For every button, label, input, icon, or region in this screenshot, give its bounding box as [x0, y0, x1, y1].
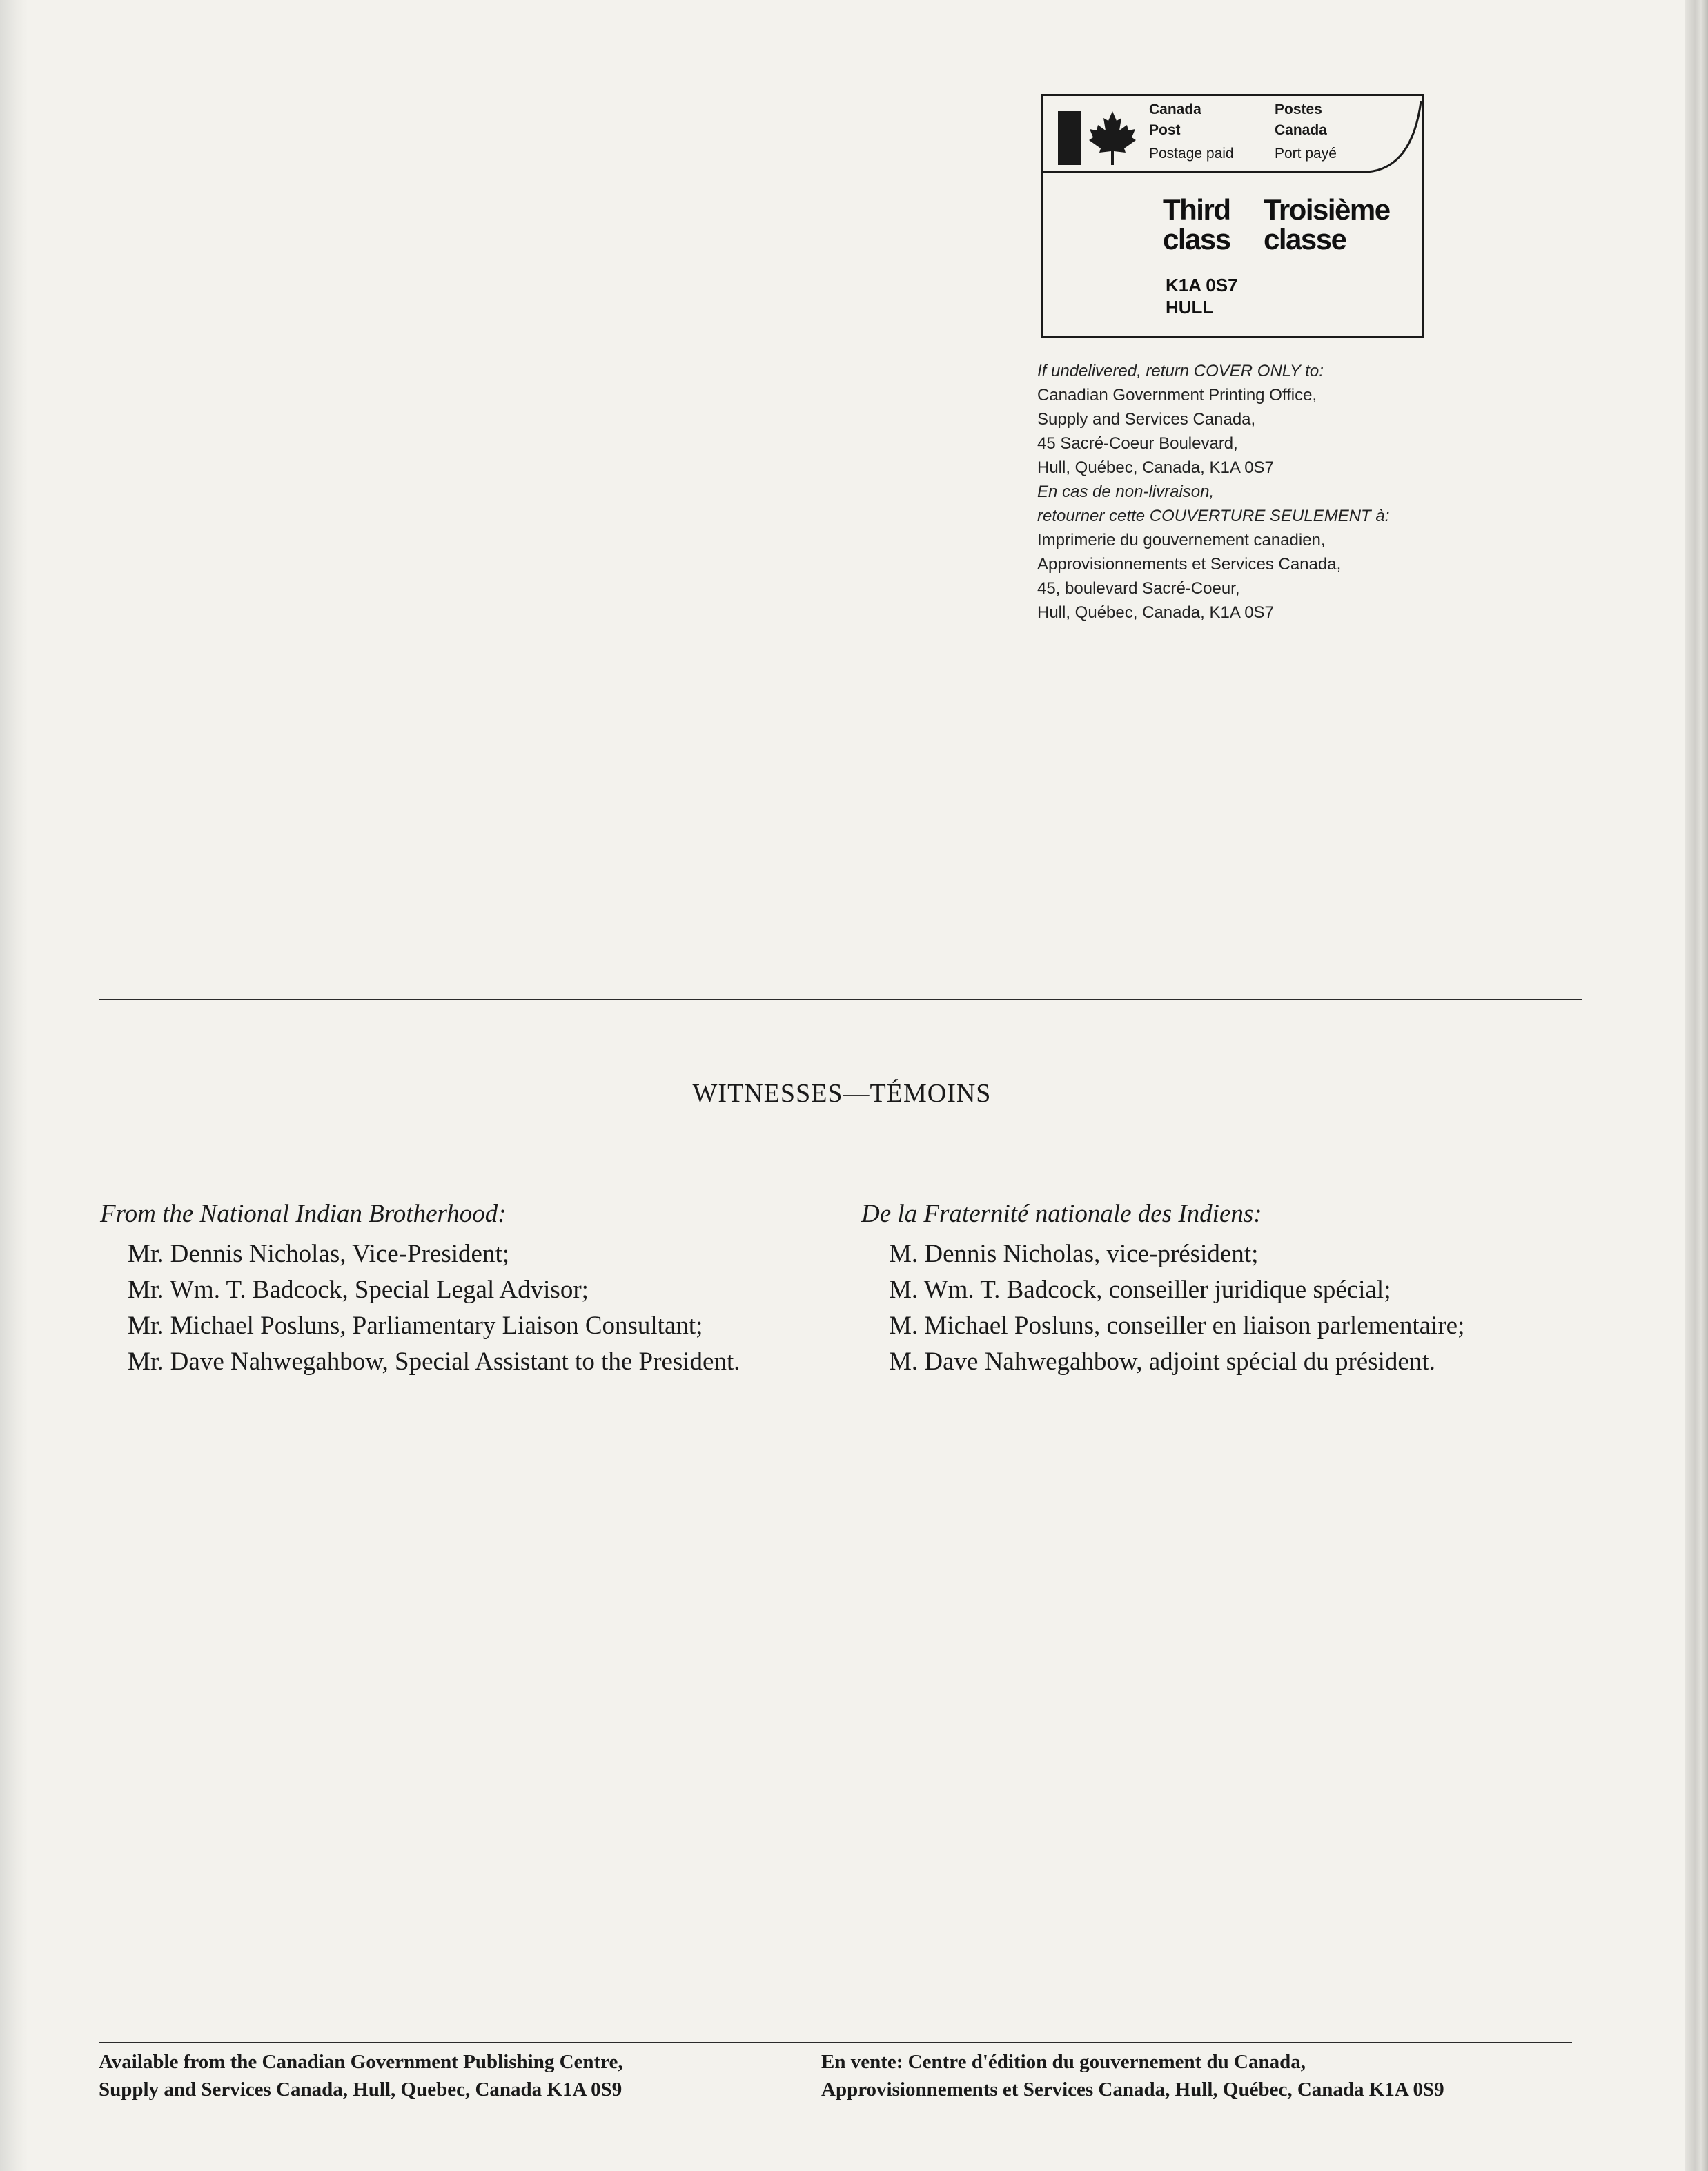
return-line: Approvisionnements et Services Canada, [1037, 555, 1342, 574]
witness-item: M. Michael Posluns, conseiller en liaison parlementaire; [889, 1312, 1465, 1340]
witnesses-french-heading: De la Fraternité nationale des Indiens: [861, 1200, 1262, 1228]
return-line: 45 Sacré-Coeur Boulevard, [1037, 434, 1238, 453]
witnesses-english-column [100, 1196, 740, 1380]
return-line: 45, boulevard Sacré-Coeur, [1037, 579, 1240, 598]
indicia-post-en-2: Post [1149, 122, 1181, 138]
flag-bar-icon [1058, 111, 1081, 165]
return-line: Hull, Québec, Canada, K1A 0S7 [1037, 458, 1274, 477]
witnesses-english-heading: From the National Indian Brotherhood: [100, 1200, 507, 1228]
return-line: Hull, Québec, Canada, K1A 0S7 [1037, 603, 1274, 622]
footer-french [821, 2048, 1444, 2103]
footer-french-line-1: En vente: Centre d'édition du gouvernement du Canada, [821, 2051, 1306, 2073]
maple-leaf-icon [1088, 110, 1137, 166]
return-line: En cas de non-livraison, [1037, 483, 1215, 501]
return-address-block [1037, 359, 1520, 625]
footer-english-line-1: Available from the Canadian Government Publishing Centre, [99, 2051, 623, 2073]
class-fr-line-2: classe [1264, 223, 1346, 255]
return-line: Supply and Services Canada, [1037, 410, 1256, 429]
indicia-post-fr-1: Postes [1275, 101, 1322, 117]
indicia-postage-paid: Postage paid [1149, 146, 1234, 162]
footer-french-line-2: Approvisionnements et Services Canada, Hull, Québec, Canada K1A 0S9 [821, 2078, 1444, 2101]
witness-item: Mr. Dennis Nicholas, Vice-President; [128, 1240, 510, 1268]
return-line: Canadian Government Printing Office, [1037, 386, 1317, 405]
class-fr-line-1: Troisième [1264, 193, 1390, 226]
witnesses-title: WITNESSES—TÉMOINS [692, 1079, 992, 1108]
indicia-city: HULL [1166, 297, 1214, 318]
witness-item: Mr. Wm. T. Badcock, Special Legal Advisor; [128, 1276, 589, 1304]
indicia-post-en-1: Canada [1149, 101, 1201, 117]
witness-item: M. Dave Nahwegahbow, adjoint spécial du président. [889, 1347, 1435, 1376]
footer-english-line-2: Supply and Services Canada, Hull, Quebec, Canada K1A 0S9 [99, 2078, 622, 2101]
indicia-post-fr-2: Canada [1275, 122, 1327, 138]
indicia-postal-code: K1A 0S7 [1166, 275, 1238, 295]
witnesses-french-column [861, 1196, 1464, 1380]
witness-item: M. Wm. T. Badcock, conseiller juridique spécial; [889, 1276, 1391, 1304]
return-line: retourner cette COUVERTURE SEULEMENT à: [1037, 507, 1390, 525]
page-right-edge [1685, 0, 1708, 2171]
class-en-line-1: Third [1163, 193, 1230, 226]
class-en-line-2: class [1163, 223, 1230, 255]
postage-indicia [1041, 94, 1424, 338]
witness-item: M. Dennis Nicholas, vice-président; [889, 1240, 1259, 1268]
return-line: If undelivered, return COVER ONLY to: [1037, 362, 1324, 380]
return-line: Imprimerie du gouvernement canadien, [1037, 531, 1326, 549]
footer-divider [99, 2042, 1572, 2043]
indicia-header [1043, 96, 1422, 173]
indicia-port-paye: Port payé [1275, 146, 1337, 162]
witness-item: Mr. Michael Posluns, Parliamentary Liaison Consultant; [128, 1312, 703, 1340]
witness-item: Mr. Dave Nahwegahbow, Special Assistant to the President. [128, 1347, 740, 1376]
footer-english [99, 2048, 623, 2103]
section-divider [99, 999, 1582, 1000]
